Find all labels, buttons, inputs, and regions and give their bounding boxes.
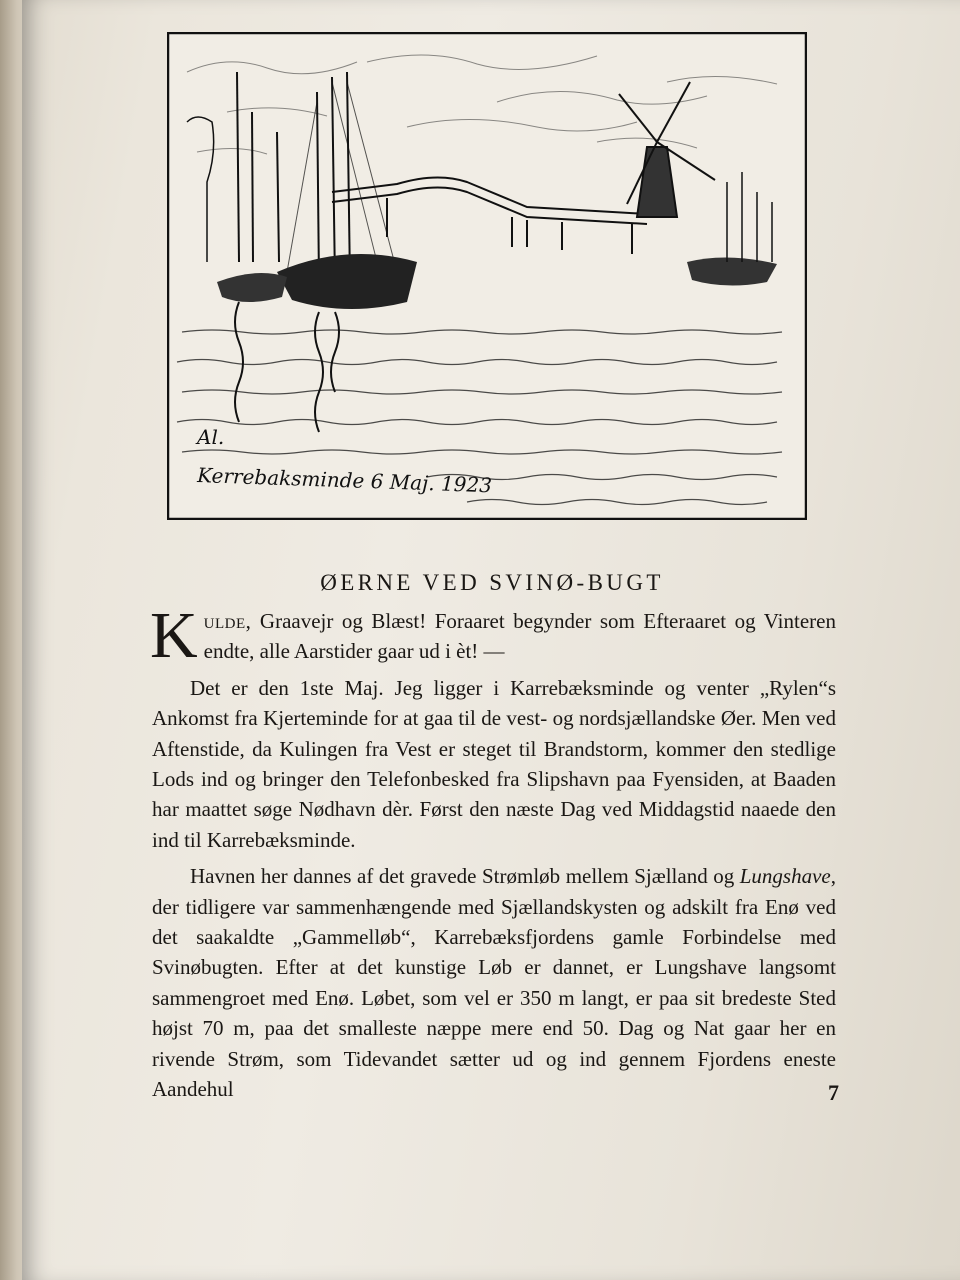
illustration-signature: Kerrebaksminde 6 Maj. 1923 xyxy=(196,463,493,498)
drop-cap: K xyxy=(150,599,198,672)
paragraph-3-start: Havnen her dannes af det gravede Strømløb mellem Sjælland og xyxy=(190,864,740,889)
paragraph-2: Det er den 1ste Maj. Jeg ligger i Karrebæksminde og venter „Rylen“s Ankomst fra Kjerteminde for at gaa til de vest- og nordsjællandske Øer. Men ved Aftenstide, da Kulingen fra Vest er steget til Brandstorm, kommer den stedlige Lods ind og bringer den Telefonbesked fra Slipshavn paa Fyensiden, at Baaden har maattet søge Nødhavn dèr. Først den næste Dag ved Middagstid naaede den ind til Karrebæksminde. xyxy=(152,675,836,852)
paragraph-3-italic: Lungshave xyxy=(739,864,831,889)
intro-text: Graavejr og Blæst! Foraaret begynder som Efteraaret og Vinteren endte, alle Aarstider gaar ud i èt! — xyxy=(203,609,836,664)
harbor-illustration xyxy=(167,32,807,520)
paragraph-3-end: , der tidligere var sammenhængende med Sjællandskysten og adskilt fra Enø ved det saakaldte „Gammelløb“, Karrebæksfjordens gamle Forbindelse med Svinøbugten. Efter at det kunstige Løb er dannet, er Lungshave langsomt sammengroet med Enø. Løbet, som vel er 350 m langt, er paa sit bredeste Sted højst 70 m, paa det smalleste næppe mere end 50. Dag og Nat gaar her en rivende Strøm, som Tidevandet sætter ud og ind gennem Fjordens eneste Aandehul xyxy=(152,864,836,1102)
intro-smallcaps: ulde, xyxy=(203,609,252,633)
chapter-title: ØERNE VED SVINØ-BUGT xyxy=(320,570,664,595)
illustration-initials: Al. xyxy=(197,425,225,449)
page-number: 7 xyxy=(828,1080,839,1105)
book-page xyxy=(22,0,960,1280)
paragraph-3 xyxy=(152,861,836,1104)
body-text xyxy=(150,599,836,1105)
intro-paragraph xyxy=(150,599,836,672)
